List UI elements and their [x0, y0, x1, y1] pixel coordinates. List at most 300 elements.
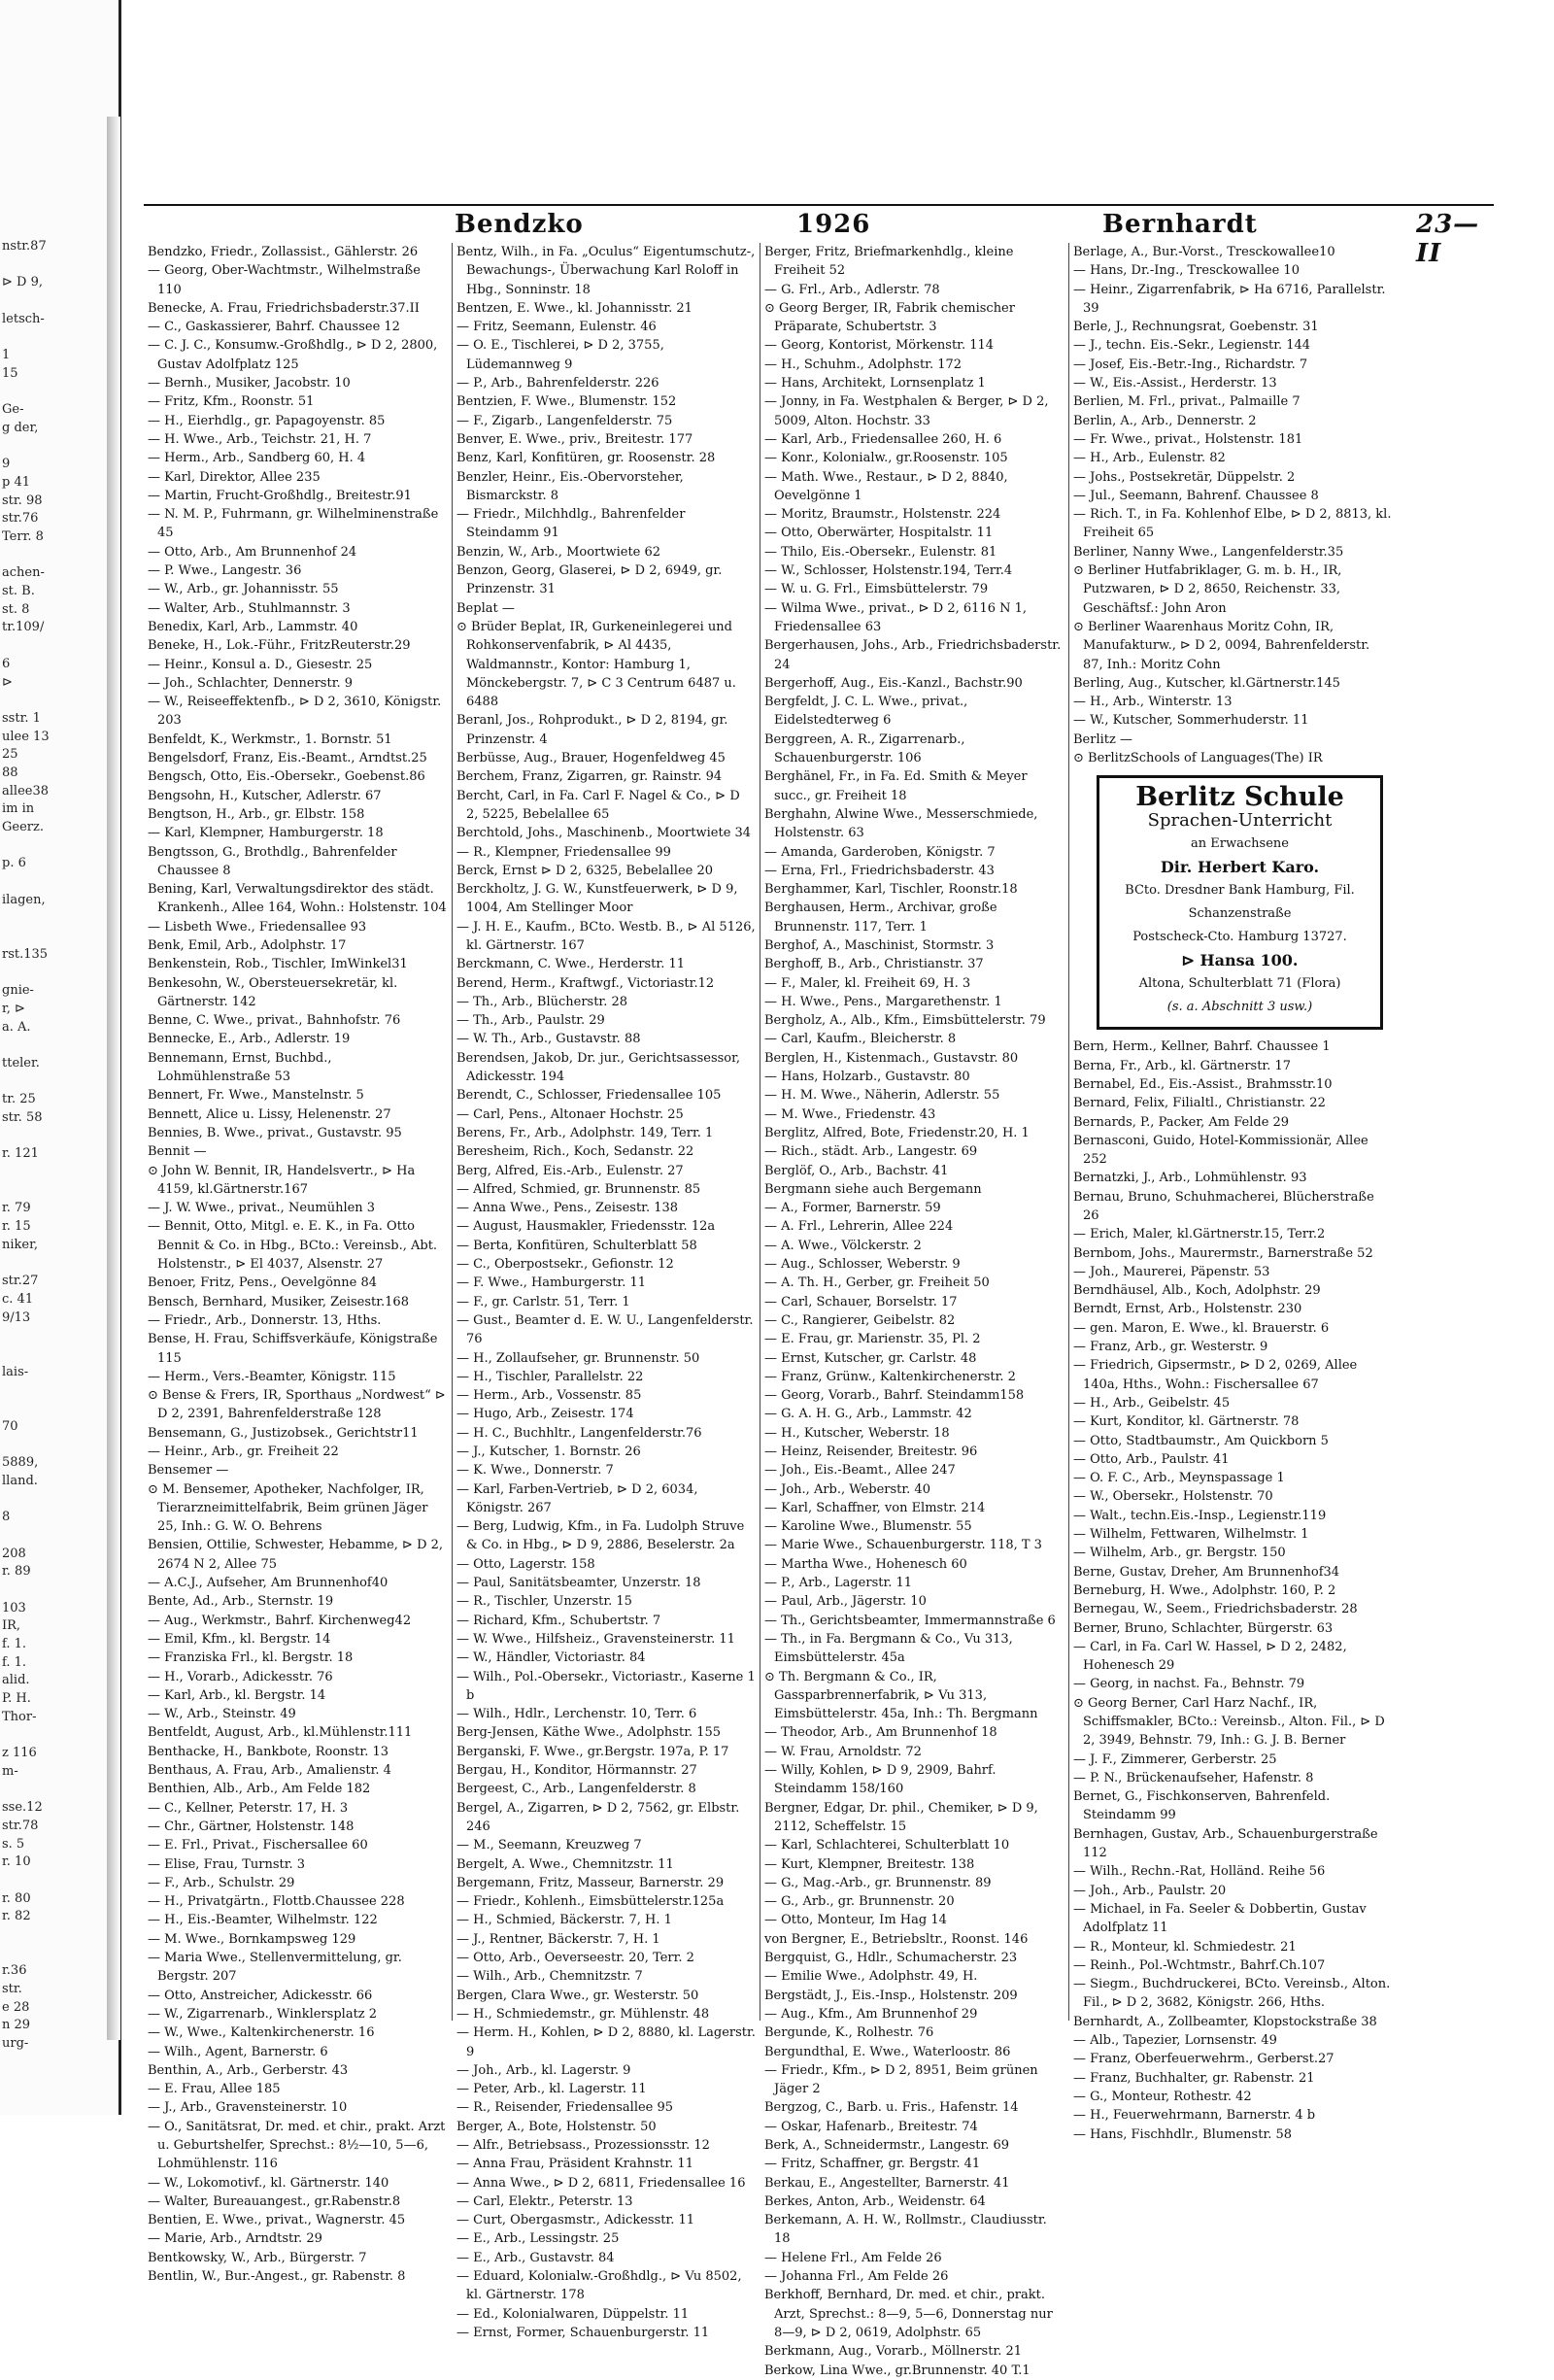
gutter-fragment: Geerz.: [2, 820, 44, 834]
directory-entry: Bennies, B. Wwe., privat., Gustavstr. 95: [148, 1125, 402, 1140]
directory-entry: — Jonny, in Fa. Westphalen & Berger, ⊳ D 2, 5009, Alton. Hochstr. 33: [764, 394, 1049, 428]
directory-entry: — Curt, Obergasmstr., Adickesstr. 11: [456, 2213, 695, 2228]
gutter-fragment: r, ⊳: [2, 1001, 25, 1016]
column-4: [1069, 243, 1397, 2142]
directory-entry: Berk, A., Schneidermstr., Langestr. 69: [764, 2137, 1010, 2153]
directory-entry: — W., Wwe., Kaltenkirchenerstr. 16: [148, 2025, 375, 2041]
directory-entry: — W. u. G. Frl., Eimsbüttelerstr. 79: [764, 582, 989, 597]
directory-entry: — H., Schmiedemstr., gr. Mühlenstr. 48: [456, 2006, 710, 2022]
directory-entry: — Fritz, Seemann, Eulenstr. 46: [456, 320, 657, 335]
directory-entry: Berckmann, C. Wwe., Herderstr. 11: [456, 957, 685, 972]
directory-entry: — Karl, Farben-Vertrieb, ⊳ D 2, 6034, Königstr. 267: [456, 1481, 698, 1515]
berlitz-advertisement: [1097, 775, 1383, 1030]
directory-entry: — H., Arb., Winterstr. 13: [1073, 695, 1233, 710]
directory-entry: — Otto, Stadtbaumstr., Am Quickborn 5: [1073, 1433, 1329, 1448]
directory-entry: — Gust., Beamter d. E. W. U., Langenfelderstr. 76: [456, 1312, 754, 1347]
directory-entry: Berkemann, A. H. W., Rollmstr., Claudiusstr. 18: [764, 2213, 1047, 2247]
directory-entry: — H. M. Wwe., Näherin, Adlerstr. 55: [764, 1088, 1000, 1104]
directory-entry: — Berg, Ludwig, Kfm., in Fa. Ludolph Struve & Co. in Hbg., ⊳ D 9, 2886, Beselerstr. 2a: [456, 1519, 745, 1553]
directory-entry: Bergeest, C., Arb., Langenfelderstr. 8: [456, 1782, 696, 1797]
directory-entry: — Th., in Fa. Bergmann & Co., Vu 313, Eimsbüttelerstr. 45a: [764, 1631, 1013, 1666]
directory-entry: — Otto, Monteur, Im Hag 14: [764, 1913, 947, 1928]
directory-entry: — H., Schuhm., Adolphstr. 172: [764, 357, 963, 372]
directory-entry: ⊙ M. Bensemer, Apotheker, Nachfolger, IR, Tierarzneimittelfabrik, Beim grünen Jäger 25, Inh.: G. W. O. Behrens: [148, 1481, 428, 1535]
directory-entry: ⊙ Berliner Waarenhaus Moritz Cohn, IR, Manufakturw., ⊳ D 2, 0094, Bahrenfelderstr. 87, Inh.: Moritz Cohn: [1073, 619, 1370, 672]
directory-entry: — Carl, Schauer, Borselstr. 17: [764, 1294, 958, 1309]
directory-entry: — Karl, Schlachterei, Schulterblatt 10: [764, 1838, 1010, 1853]
directory-entry: Benver, E. Wwe., priv., Breitestr. 177: [456, 431, 693, 447]
gutter-fragment: [2, 1037, 103, 1055]
directory-entry: — Thilo, Eis.-Obersekr., Eulenstr. 81: [764, 544, 997, 560]
directory-entry: Bentzen, E. Wwe., kl. Johannisstr. 21: [456, 300, 693, 316]
directory-entry: Bentz, Wilh., in Fa. „Oculus“ Eigentumschutz-, Bewachungs-, Überwachung Karl Roloff in Hbg., Sonninstr. 18: [456, 245, 756, 297]
directory-entry: — Walter, Bureauangest., gr.Rabenstr.8: [148, 2193, 401, 2209]
directory-entry: Benthaus, A. Frau, Arb., Amalienstr. 4: [148, 1763, 391, 1779]
gutter-fragment: [2, 292, 103, 311]
directory-entry: — Aug., Werkmstr., Bahrf. Kirchenweg42: [148, 1613, 412, 1628]
directory-entry: — Fritz, Kfm., Roonstr. 51: [148, 394, 315, 410]
directory-entry: — Hugo, Arb., Zeisestr. 174: [456, 1407, 634, 1422]
directory-entry: — Franziska Frl., kl. Bergstr. 18: [148, 1650, 354, 1666]
directory-entry: — F., Zigarb., Langenfelderstr. 75: [456, 413, 673, 428]
directory-entry: — Marie Wwe., Schauenburgerstr. 118, T 3: [764, 1538, 1042, 1553]
gutter-fragment: st. 8: [2, 601, 30, 617]
directory-entry: — G., Mag.-Arb., gr. Brunnenstr. 89: [764, 1875, 992, 1890]
directory-entry: — Peter, Arb., kl. Lagerstr. 11: [456, 2082, 647, 2097]
directory-entry: — Rich. T., in Fa. Kohlenhof Elbe, ⊳ D 2, 8813, kl. Freiheit 65: [1073, 507, 1392, 541]
directory-entry: Bergzog, C., Barb. u. Fris., Hafenstr. 14: [764, 2100, 1019, 2116]
gutter-fragment: P. H.: [2, 1691, 31, 1706]
gutter-fragment: [2, 1872, 103, 1890]
directory-entry: Bernabel, Ed., Eis.-Assist., Brahmsstr.10: [1073, 1076, 1333, 1092]
directory-entry: ⊙ John W. Bennit, IR, Handelsvertr., ⊳ Ha 4159, kl.Gärtnerstr.167: [148, 1163, 416, 1197]
gutter-fragment: f. 1.: [2, 1654, 27, 1670]
directory-entry: — Herm., Vers.-Beamter, Königstr. 115: [148, 1369, 396, 1384]
directory-entry: ⊙ Berliner Hutfabriklager, G. m. b. H., IR, Putzwaren, ⊳ D 2, 8650, Reichenstr. 33, Geschäftsf.: John Aron: [1073, 563, 1342, 616]
directory-entry: Bergemann, Fritz, Masseur, Barnerstr. 29: [456, 1875, 725, 1890]
directory-entry: — Elise, Frau, Turnstr. 3: [148, 1856, 306, 1872]
directory-entry: — Reinh., Pol.-Wchtmstr., Bahrf.Ch.107: [1073, 1957, 1326, 1973]
directory-entry: Berghammer, Karl, Tischler, Roonstr.18: [764, 882, 1018, 898]
directory-entry: — Georg, in nachst. Fa., Behnstr. 79: [1073, 1677, 1305, 1692]
directory-entry: — Herm., Arb., Sandberg 60, H. 4: [148, 451, 366, 466]
directory-entry: Benz, Karl, Konfitüren, gr. Roosenstr. 28: [456, 451, 716, 466]
gutter-fragment: str. 98: [2, 493, 43, 508]
directory-entry: — W., Schlosser, Holstenstr.194, Terr.4: [764, 563, 1013, 579]
gutter-fragment: [2, 1436, 103, 1454]
directory-entry: — Wilma Wwe., privat., ⊳ D 2, 6116 N 1, Friedensallee 63: [764, 600, 1028, 634]
directory-entry: — C. J. C., Konsumw.-Großhdlg., ⊳ D 2, 2800, Gustav Adolfplatz 125: [148, 338, 438, 372]
gutter-fragment: c. 41: [2, 1291, 34, 1307]
directory-entry: — W. Wwe., Hilfsheiz., Gravensteinerstr. 11: [456, 1631, 735, 1647]
directory-entry: Bergelt, A. Wwe., Chemnitzstr. 11: [456, 1856, 674, 1872]
ad-postal: Postscheck-Cto. Hamburg 13727.: [1132, 930, 1347, 945]
directory-entry: von Bergner, E., Betriebsltr., Roonst. 146: [764, 1931, 1029, 1947]
gutter-fragment: niker,: [2, 1237, 39, 1252]
directory-entry: Bergerhausen, Johs., Arb., Friedrichsbaderstr. 24: [764, 638, 1062, 672]
directory-entry: Bennett, Alice u. Lissy, Helenenstr. 27: [148, 1106, 391, 1122]
directory-entry: — Bernh., Musiker, Jacobstr. 10: [148, 376, 351, 391]
directory-entry: Berg, Alfred, Eis.-Arb., Eulenstr. 27: [456, 1163, 684, 1178]
gutter-fragment: [2, 438, 103, 457]
directory-entry: Berger, Fritz, Briefmarkenhdlg., kleine Freiheit 52: [764, 245, 1014, 279]
gutter-fragment: [2, 384, 103, 402]
column-2: [453, 243, 760, 2340]
directory-entry: Benk, Emil, Arb., Adolphstr. 17: [148, 937, 347, 953]
directory-entry: Berend, Herm., Kraftwgf., Victoriastr.12: [456, 975, 715, 991]
gutter-fragment: [2, 328, 103, 347]
directory-entry: ⊙ Brüder Beplat, IR, Gurkeneinlegerei und Rohkonservenfabrik, ⊳ Al 4435, Waldmannstr., Kontor: Hamburg 1, Mönckebergstr. 7, ⊳ C 3 Centrum 6487 u. 6488: [456, 619, 736, 710]
gutter-fragment: [2, 1073, 103, 1092]
directory-entry: — H., Arb., Geibelstr. 45: [1073, 1395, 1231, 1411]
ad-bank: BCto. Dresdner Bank Hamburg, Fil. Schanzenstraße: [1125, 883, 1355, 922]
directory-entry: Bentlin, W., Bur.-Angest., gr. Rabenstr. 8: [148, 2269, 406, 2285]
directory-entry: Berlin, A., Arb., Dennerstr. 2: [1073, 413, 1257, 428]
directory-entry: Berchtold, Johs., Maschinenb., Moortwiete 34: [456, 826, 752, 841]
gutter-fragment: 8: [2, 1510, 11, 1525]
gutter-fragment: [2, 1400, 103, 1418]
gutter-fragment: 9: [2, 457, 11, 472]
directory-entry: — Franz, Buchhalter, gr. Rabenstr. 21: [1073, 2070, 1315, 2086]
gutter-fragment: IR,: [2, 1618, 21, 1634]
directory-entry: — W., Arb., gr. Johannisstr. 55: [148, 582, 339, 597]
directory-entry: — Chr., Gärtner, Holstenstr. 148: [148, 1819, 355, 1834]
directory-entry: Bergner, Edgar, Dr. phil., Chemiker, ⊳ D 9, 2112, Scheffelstr. 15: [764, 1800, 1038, 1834]
directory-entry: — Willy, Kohlen, ⊳ D 9, 2909, Bahrf. Steindamm 158/160: [764, 1763, 997, 1797]
gutter-fragment: r. 82: [2, 1909, 31, 1924]
directory-entry: — C., Gaskassierer, Bahrf. Chaussee 12: [148, 320, 400, 335]
directory-entry: — Joh., Arb., kl. Lagerstr. 9: [456, 2062, 631, 2078]
directory-entry: — Theodor, Arb., Am Brunnenhof 18: [764, 1725, 997, 1741]
gutter-fragment: allee38: [2, 783, 49, 799]
gutter-fragment: m-: [2, 1763, 18, 1779]
directory-entry: Benkesohn, W., Obersteuersekretär, kl. Gärtnerstr. 142: [148, 975, 398, 1009]
column-3: [760, 243, 1069, 2378]
directory-entry: — A.C.J., Aufseher, Am Brunnenhof40: [148, 1576, 388, 1591]
directory-entry: Berkau, E., Angestellter, Barnerstr. 41: [764, 2175, 1010, 2191]
directory-entry: — C., Kellner, Peterstr. 17, H. 3: [148, 1800, 349, 1816]
directory-entry: Berkow, Lina Wwe., gr.Brunnenstr. 40 T.1: [764, 2363, 1030, 2378]
directory-entry: Berger, A., Bote, Holstenstr. 50: [456, 2119, 657, 2134]
directory-entry: — Karoline Wwe., Blumenstr. 55: [764, 1519, 972, 1535]
directory-entry: — H., Eis.-Beamter, Wilhelmstr. 122: [148, 1913, 378, 1928]
directory-entry: — Herm. H., Kohlen, ⊳ D 2, 8880, kl. Lagerstr. 9: [456, 2025, 756, 2059]
directory-entry: — Walt., techn.Eis.-Insp., Legienstr.119: [1073, 1508, 1327, 1523]
directory-entry: — Hans, Dr.-Ing., Tresckowallee 10: [1073, 263, 1300, 279]
directory-entry: — Siegm., Buchdruckerei, BCto. Vereinsb., Alton. Fil., ⊳ D 2, 3682, Königstr. 266, Hths.: [1073, 1977, 1391, 2011]
directory-entry: — C., Rangierer, Geibelstr. 82: [764, 1312, 956, 1328]
gutter-fragment: tr. 25: [2, 1092, 36, 1107]
directory-entry: — E. Frl., Privat., Fischersallee 60: [148, 1838, 368, 1853]
directory-entry: — A. Th. H., Gerber, gr. Freiheit 50: [764, 1275, 990, 1291]
gutter-fragment: [2, 1490, 103, 1509]
gutter-fragment: str.76: [2, 511, 39, 527]
gutter-fragment: tteler.: [2, 1055, 40, 1071]
directory-entry: — Aug., Schlosser, Weberstr. 9: [764, 1257, 961, 1273]
directory-entry: Bernasconi, Guido, Hotel-Kommissionär, Allee 252: [1073, 1133, 1368, 1168]
directory-entry: Bernau, Bruno, Schuhmacherei, Blücherstraße 26: [1073, 1189, 1374, 1223]
directory-entry: — Karl, Schaffner, von Elmstr. 214: [764, 1500, 986, 1515]
directory-entry: — F. Wwe., Hamburgerstr. 11: [456, 1275, 647, 1291]
directory-entry: — Martha Wwe., Hohenesch 60: [764, 1556, 967, 1572]
directory-entry: — Th., Arb., Paulstr. 29: [456, 1013, 605, 1029]
directory-entry: — G., Arb., gr. Brunnenstr. 20: [764, 1894, 955, 1910]
directory-entry: — J., Rentner, Bäckerstr. 7, H. 1: [456, 1931, 660, 1947]
column-4-bottom: [1073, 1037, 1393, 2144]
directory-entry: Bergunde, K., Rolhestr. 76: [764, 2025, 934, 2041]
directory-entry: — August, Hausmakler, Friedensstr. 12a: [456, 1219, 716, 1235]
directory-entry: Berliner, Nanny Wwe., Langenfelderstr.35: [1073, 544, 1344, 560]
gutter-fragment: 208: [2, 1546, 26, 1561]
gutter-fragment: g der,: [2, 420, 39, 435]
directory-entry: Bensemann, G., Justizobsek., Gerichtstr11: [148, 1425, 419, 1441]
gutter-fragment: achen-: [2, 565, 45, 581]
ad-audience: an Erwachsene: [1191, 836, 1289, 852]
directory-entry: — H., Schmied, Bäckerstr. 7, H. 1: [456, 1913, 672, 1928]
directory-entry: — Fr. Wwe., privat., Holstenstr. 181: [1073, 431, 1303, 447]
directory-entry: — E. Frau, Allee 185: [148, 2082, 281, 2097]
directory-entry: — Karl, Arb., Friedensallee 260, H. 6: [764, 431, 1002, 447]
gutter-fragment: 88: [2, 765, 18, 780]
directory-entry: — Jul., Seemann, Bahrenf. Chaussee 8: [1073, 488, 1319, 503]
directory-entry: Benoer, Fritz, Pens., Oevelgönne 84: [148, 1275, 378, 1291]
gutter-fragment: str.78: [2, 1818, 39, 1833]
gutter-fragment: Thor-: [2, 1709, 37, 1724]
directory-entry: — R., Klempner, Friedensallee 99: [456, 844, 671, 860]
directory-entry: Berlien, M. Frl., privat., Palmaille 7: [1073, 394, 1301, 410]
gutter-fragment: tr.109/: [2, 620, 45, 635]
directory-entry: Berghoff, B., Arb., Christianstr. 37: [764, 957, 984, 972]
directory-columns: [144, 243, 1494, 2378]
directory-entry: — W., Zigarrenarb., Winklersplatz 2: [148, 2006, 378, 2022]
directory-entry: Bernegau, W., Seem., Friedrichsbaderstr. 28: [1073, 1602, 1358, 1617]
directory-entry: — O. E., Tischlerei, ⊳ D 2, 3755, Lüdemannweg 9: [456, 338, 664, 372]
ad-title: Berlitz Schule: [1135, 782, 1344, 813]
directory-entry: — Wilhelm, Fettwaren, Wilhelmstr. 1: [1073, 1527, 1309, 1543]
directory-entry: Benecke, A. Frau, Friedrichsbaderstr.37.II: [148, 300, 420, 316]
gutter-fragment: s. 5: [2, 1836, 25, 1852]
gutter-fragment: [2, 1945, 103, 1963]
directory-entry: Bennecke, E., Arb., Adlerstr. 19: [148, 1032, 351, 1047]
directory-entry: Bergundthal, E. Wwe., Waterloostr. 86: [764, 2044, 1011, 2059]
directory-entry: — Friedr., Arb., Donnerstr. 13, Hths.: [148, 1312, 382, 1328]
gutter-fragment: rst.135: [2, 946, 49, 962]
directory-entry: — Hans, Fischhdlr., Blumenstr. 58: [1073, 2126, 1293, 2142]
gutter-fragment: sse.12: [2, 1800, 43, 1816]
directory-entry: Berck, Ernst ⊳ D 2, 6325, Bebelallee 20: [456, 863, 713, 878]
directory-entry: — Friedr., Milchhdlg., Bahrenfelder Steindamm 91: [456, 507, 686, 541]
directory-entry: Benedix, Karl, Arb., Lammstr. 40: [148, 619, 358, 634]
gutter-fragment: [2, 928, 103, 946]
directory-entry: — Otto, Arb., Am Brunnenhof 24: [148, 544, 357, 560]
directory-entry: — W. Frau, Arnoldstr. 72: [764, 1744, 922, 1759]
directory-entry: — Emilie Wwe., Adolphstr. 49, H.: [764, 1969, 978, 1985]
directory-entry: Bense, H. Frau, Schiffsverkäufe, Königstraße 115: [148, 1332, 438, 1366]
directory-entry: — Richard, Kfm., Schubertstr. 7: [456, 1613, 661, 1628]
directory-entry: Berle, J., Rechnungsrat, Goebenstr. 31: [1073, 320, 1319, 335]
directory-entry: — Kurt, Konditor, kl. Gärtnerstr. 78: [1073, 1414, 1300, 1430]
directory-entry: — F., Arb., Schulstr. 29: [148, 1875, 295, 1890]
directory-entry: Benkenstein, Rob., Tischler, ImWinkel31: [148, 957, 408, 972]
directory-entry: — Wilh., Arb., Chemnitzstr. 7: [456, 1969, 643, 1985]
directory-entry: — H., Arb., Eulenstr. 82: [1073, 451, 1226, 466]
directory-entry: — Heinz, Reisender, Breitestr. 96: [764, 1445, 978, 1459]
directory-entry: — Karl, Klempner, Hamburgerstr. 18: [148, 826, 384, 841]
header-first-name: Bendzko: [455, 210, 584, 239]
gutter-fragment: ulee 13: [2, 729, 50, 744]
directory-entry: — F., Maler, kl. Freiheit 69, H. 3: [764, 975, 971, 991]
gutter-fragment: [2, 1255, 103, 1274]
directory-entry: — W. Th., Arb., Gustavstr. 88: [456, 1032, 641, 1047]
directory-entry: Bengelsdorf, Franz, Eis.-Beamt., Arndtst.25: [148, 751, 427, 766]
directory-entry: — Martin, Frucht-Großhdlg., Breitestr.91: [148, 488, 412, 503]
directory-entry: Bensien, Ottilie, Schwester, Hebamme, ⊳ D 2, 2674 N 2, Allee 75: [148, 1538, 444, 1572]
gutter-fragment: [2, 692, 103, 710]
gutter-fragment: a. A.: [2, 1019, 31, 1035]
gutter-fragment: alid.: [2, 1673, 30, 1688]
directory-entry: Berneburg, H. Wwe., Adolphstr. 160, P. 2: [1073, 1582, 1336, 1598]
ad-phone: ⊳ Hansa 100.: [1181, 951, 1299, 970]
directory-entry: Berghof, A., Maschinist, Stormstr. 3: [764, 937, 995, 953]
directory-entry: Berendt, C., Schlosser, Friedensallee 105: [456, 1088, 722, 1104]
previous-page-fragment: [2, 238, 103, 2054]
directory-entry: ⊙ Georg Berner, Carl Harz Nachf., IR, Schiffsmakler, BCto.: Vereinsb., Alton. Fil., ⊳ D 2, 3949, Behnstr. 79, Inh.: G. J. B. Berner: [1073, 1695, 1385, 1749]
directory-entry: Benfeldt, K., Werkmstr., 1. Bornstr. 51: [148, 731, 392, 747]
directory-entry: — Alfred, Schmied, gr. Brunnenstr. 85: [456, 1181, 701, 1197]
directory-entry: — P., Arb., Lagerstr. 11: [764, 1576, 913, 1591]
directory-entry: — E., Arb., Lessingstr. 25: [456, 2231, 620, 2247]
directory-entry: — Ernst, Kutscher, gr. Carlstr. 48: [764, 1350, 977, 1366]
directory-entry: Bergerhoff, Aug., Eis.-Kanzl., Bachstr.90: [764, 675, 1023, 691]
gutter-fragment: r. 15: [2, 1219, 31, 1235]
directory-entry: — P. Wwe., Langestr. 36: [148, 563, 302, 579]
directory-entry: — J., Arb., Gravensteinerstr. 10: [148, 2100, 348, 2116]
directory-entry: — R., Reisender, Friedensallee 95: [456, 2100, 674, 2116]
gutter-fragment: 25: [2, 747, 18, 763]
directory-entry: — Th., Gerichtsbeamter, Immermannstraße 6: [764, 1613, 1056, 1628]
directory-entry: Bengtson, H., Arb., gr. Elbstr. 158: [148, 806, 365, 822]
directory-entry: — Georg, Ober-Wachtmstr., Wilhelmstraße 110: [148, 263, 421, 297]
directory-entry: — Eduard, Kolonialw.-Großhdlg., ⊳ Vu 8502, kl. Gärtnerstr. 178: [456, 2269, 742, 2303]
directory-entry: — H., Feuerwehrmann, Barnerstr. 4 b: [1073, 2108, 1316, 2124]
gutter-fragment: r. 121: [2, 1146, 39, 1162]
ad-subtitle: Sprachen-Unterricht: [1147, 810, 1333, 832]
directory-entry: Berkmann, Aug., Vorarb., Möllnerstr. 21: [764, 2344, 1023, 2360]
directory-entry: — Marie, Arb., Arndtstr. 29: [148, 2231, 322, 2247]
directory-entry: — Wilh., Hdlr., Lerchenstr. 10, Terr. 6: [456, 1707, 697, 1722]
directory-entry: — Walter, Arb., Stuhlmannstr. 3: [148, 600, 351, 616]
directory-entry: — Johanna Frl., Am Felde 26: [764, 2269, 949, 2285]
gutter-fragment: ⊳: [2, 674, 13, 690]
gutter-fragment: [2, 1726, 103, 1745]
directory-entry: — F., gr. Carlstr. 51, Terr. 1: [456, 1294, 630, 1309]
directory-entry: — Ernst, Former, Schauenburgerstr. 11: [456, 2325, 710, 2340]
directory-entry: — H., Zollaufseher, gr. Brunnenstr. 50: [456, 1350, 700, 1366]
header-last-name: Bernhardt: [1102, 210, 1258, 239]
directory-entry: — Paul, Sanitätsbeamter, Unzerstr. 18: [456, 1576, 701, 1591]
gutter-fragment: str.27: [2, 1274, 39, 1289]
directory-entry: — Rich., städt. Arb., Langestr. 69: [764, 1144, 978, 1160]
directory-entry: — Otto, Arb., Paulstr. 41: [1073, 1451, 1230, 1467]
directory-entry: — Alb., Tapezier, Lornsenstr. 49: [1073, 2033, 1277, 2049]
directory-entry: — Wilhelm, Arb., gr. Bergstr. 150: [1073, 1546, 1286, 1561]
ad-address: Altona, Schulterblatt 71 (Flora): [1138, 976, 1341, 992]
directory-entry: Benne, C. Wwe., privat., Bahnhofstr. 76: [148, 1013, 401, 1029]
gutter-fragment: gnie-: [2, 983, 34, 999]
gutter-fragment: e 28: [2, 1999, 30, 2015]
directory-entry: — Hans, Architekt, Lornsenplatz 1: [764, 376, 986, 391]
directory-entry: Berndt, Ernst, Arb., Holstenstr. 230: [1073, 1302, 1302, 1317]
directory-entry: Berna, Fr., Arb., kl. Gärtnerstr. 17: [1073, 1058, 1292, 1073]
directory-entry: — Friedr., Kfm., ⊳ D 2, 8951, Beim grünen Jäger 2: [764, 2062, 1038, 2097]
directory-entry: Berg-Jensen, Käthe Wwe., Adolphstr. 155: [456, 1725, 722, 1741]
directory-entry: — Joh., Maurerei, Päpenstr. 53: [1073, 1264, 1270, 1279]
directory-entry: — Helene Frl., Am Felde 26: [764, 2250, 942, 2265]
directory-entry: — Michael, in Fa. Seeler & Dobbertin, Gustav Adolfplatz 11: [1073, 1901, 1367, 1936]
gutter-fragment: [2, 965, 103, 983]
gutter-fragment: [2, 1128, 103, 1146]
gutter-fragment: im in: [2, 801, 35, 817]
header-page-number: 23—II: [1416, 210, 1480, 268]
directory-entry: — E., Arb., Gustavstr. 84: [456, 2250, 615, 2265]
directory-entry: — R., Tischler, Unzerstr. 15: [456, 1594, 632, 1610]
directory-entry: — Wilh., Rechn.-Rat, Holländ. Reihe 56: [1073, 1864, 1326, 1880]
directory-entry: ⊙ Th. Bergmann & Co., IR, Gassparbrennerfabrik, ⊳ Vu 313, Eimsbüttelerstr. 45a, Inh.: Th. Bergmann: [764, 1669, 1038, 1722]
gutter-fragment: r.36: [2, 1963, 27, 1979]
gutter-fragment: nstr.87: [2, 239, 47, 254]
directory-entry: — J. W. Wwe., privat., Neumühlen 3: [148, 1201, 376, 1216]
gutter-fragment: r. 79: [2, 1201, 31, 1216]
directory-entry: — Kurt, Klempner, Breitestr. 138: [764, 1856, 975, 1872]
directory-entry: — Josef, Eis.-Betr.-Ing., Richardstr. 7: [1073, 357, 1308, 372]
directory-entry: Bergfeldt, J. C. L. Wwe., privat., Eidelstedterweg 6: [764, 695, 968, 729]
directory-entry: — Otto, Oberwärter, Hospitalstr. 11: [764, 526, 994, 541]
directory-entry: — Paul, Arb., Jägerstr. 10: [764, 1594, 927, 1610]
directory-entry: — Carl, Kaufm., Bleicherstr. 8: [764, 1032, 957, 1047]
directory-entry: — Maria Wwe., Stellenvermittelung, gr. Bergstr. 207: [148, 1951, 402, 1985]
directory-entry: — Amanda, Garderoben, Königstr. 7: [764, 844, 996, 860]
directory-entry: — Otto, Lagerstr. 158: [456, 1556, 595, 1572]
directory-entry: Bengsohn, H., Kutscher, Adlerstr. 67: [148, 788, 382, 803]
directory-entry: — Heinr., Konsul a. D., Giesestr. 25: [148, 657, 373, 672]
directory-page: [144, 146, 1494, 2378]
gutter-fragment: ilagen,: [2, 892, 46, 907]
directory-entry: — Franz, Oberfeuerwehrm., Gerberst.27: [1073, 2052, 1334, 2067]
directory-entry: — Th., Arb., Blücherstr. 28: [456, 994, 628, 1009]
directory-entry: Bergquist, G., Hdlr., Schumacherstr. 23: [764, 1951, 1018, 1966]
directory-entry: — Heinr., Arb., gr. Freiheit 22: [148, 1445, 339, 1459]
gutter-fragment: f. 1.: [2, 1636, 27, 1651]
gutter-fragment: 1: [2, 348, 11, 363]
gutter-fragment: [2, 637, 103, 656]
directory-entry: — G., Monteur, Rothestr. 42: [1073, 2089, 1252, 2104]
directory-entry: — Johs., Postsekretär, Düppelstr. 2: [1073, 469, 1296, 485]
directory-entry: — J., techn. Eis.-Sekr., Legienstr. 144: [1073, 338, 1311, 354]
directory-entry: Benzler, Heinr., Eis.-Obervorsteher, Bismarckstr. 8: [456, 469, 684, 503]
gutter-fragment: sstr. 1: [2, 710, 41, 726]
gutter-fragment: r. 80: [2, 1890, 31, 1906]
directory-entry: — Georg, Kontorist, Mörkenstr. 114: [764, 338, 995, 354]
directory-entry: — Carl, in Fa. Carl W. Hassel, ⊳ D 2, 2482, Hohenesch 29: [1073, 1639, 1347, 1674]
directory-entry: — Anna Wwe., ⊳ D 2, 6811, Friedensallee 16: [456, 2175, 746, 2191]
directory-entry: — Friedrich, Gipsermstr., ⊳ D 2, 0269, Allee 140a, Hths., Wohn.: Fischersallee 67: [1073, 1358, 1358, 1392]
directory-entry: — J., Kutscher, 1. Bornstr. 26: [456, 1445, 641, 1459]
directory-entry: Bercht, Carl, in Fa. Carl F. Nagel & Co., ⊳ D 2, 5225, Bebelallee 65: [456, 788, 740, 822]
directory-entry: Beresheim, Rich., Koch, Sedanstr. 22: [456, 1144, 694, 1160]
gutter-fragment: [2, 873, 103, 892]
directory-entry: Beranl, Jos., Rohprodukt., ⊳ D 2, 8194, gr. Prinzenstr. 4: [456, 713, 728, 747]
directory-entry: — Math. Wwe., Restaur., ⊳ D 2, 8840, Oevelgönne 1: [764, 469, 1008, 503]
